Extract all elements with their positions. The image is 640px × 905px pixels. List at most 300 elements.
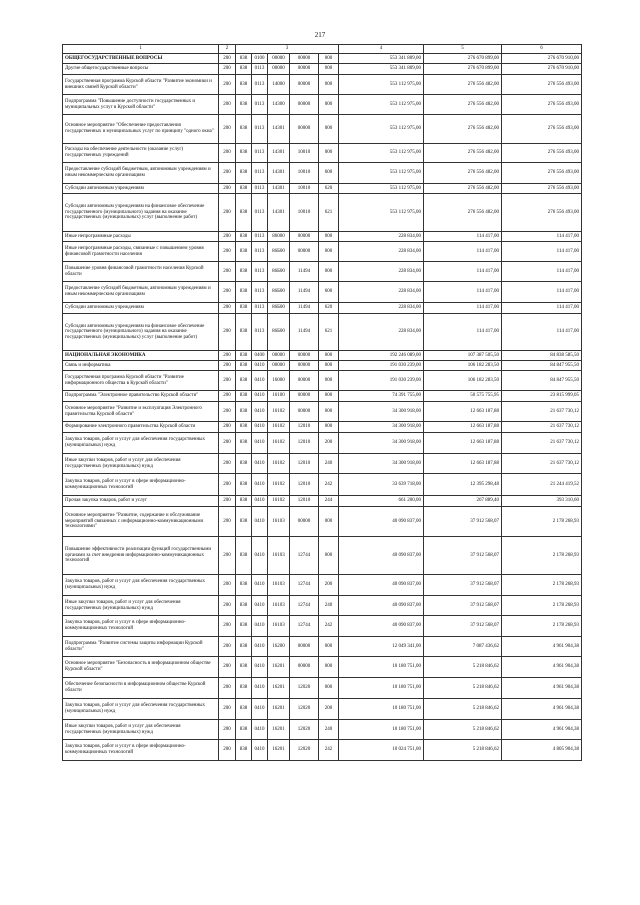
code-e: 00000 (290, 232, 319, 242)
table-row (63, 637, 582, 657)
header-col-5: 5 (424, 45, 502, 54)
table-row (63, 262, 582, 282)
value-3: 114 417,00 (502, 314, 582, 351)
row-name: Закупка товаров, работ и услуг в сфере информационно-коммуникационных технологий (63, 474, 219, 496)
row-name: Иные закупки товаров, работ и услуг для обеспечения государственных (муниципальных) нужд (63, 596, 219, 616)
value-3: 84 847 955,50 (502, 371, 582, 391)
value-3: 4 961 904,38 (502, 699, 582, 720)
code-d: 16201 (268, 657, 290, 678)
value-2: 114 417,00 (424, 262, 502, 282)
row-name: Основное мероприятие "Развитие и эксплуатация Электронного правительства Курской области" (63, 402, 219, 422)
value-1: 33 639 718,00 (339, 474, 424, 496)
code-f: 621 (319, 314, 339, 351)
row-name: Закупка товаров, работ и услуг для обеспечения государственных (муниципальных) нужд (63, 433, 219, 454)
value-1: 553 112 975,00 (339, 144, 424, 163)
code-c: 0113 (252, 115, 268, 144)
value-2: 114 417,00 (424, 242, 502, 262)
value-3: 84 838 585,50 (502, 351, 582, 361)
value-3: 276 556 493,00 (502, 144, 582, 163)
row-name: Государственная программа Курской области "Развитие информационного общества в Курской области" (63, 371, 219, 391)
code-b: 838 (236, 361, 252, 371)
code-e: 10010 (290, 184, 319, 194)
value-1: 40 090 837,00 (339, 596, 424, 616)
code-c: 0113 (252, 163, 268, 184)
code-d: 16103 (268, 596, 290, 616)
value-2: 12 663 187,88 (424, 454, 502, 474)
row-name: Закупка товаров, работ и услуг в сфере информационно-коммуникационных технологий (63, 616, 219, 637)
code-e: 00000 (290, 371, 319, 391)
code-c: 0410 (252, 740, 268, 761)
code-d: 14000 (268, 75, 290, 95)
code-d: 86000 (268, 232, 290, 242)
code-c: 0113 (252, 184, 268, 194)
code-a: 200 (219, 194, 236, 232)
value-3: 114 417,00 (502, 262, 582, 282)
value-2: 37 912 568,07 (424, 616, 502, 637)
code-c: 0100 (252, 54, 268, 64)
code-d: 16201 (268, 740, 290, 761)
code-e: 00000 (290, 75, 319, 95)
code-c: 0410 (252, 657, 268, 678)
code-a: 200 (219, 720, 236, 740)
value-1: 34 300 918,00 (339, 422, 424, 433)
header-col-1: 1 (63, 45, 219, 54)
value-3: 2 178 268,93 (502, 507, 582, 537)
code-c: 0410 (252, 391, 268, 402)
code-d: 14301 (268, 115, 290, 144)
row-name: Государственная программа Курской области "Развитие экономики и внешних связей Курской области" (63, 75, 219, 95)
table-body (63, 45, 582, 761)
row-name: Основное мероприятие "Обеспечение предоставления государственных и муниципальных услуг по принципу "одного окна" (63, 115, 219, 144)
code-c: 0113 (252, 95, 268, 115)
value-3: 393 310,60 (502, 496, 582, 507)
value-2: 106 182 283,50 (424, 371, 502, 391)
value-1: 40 090 837,00 (339, 537, 424, 575)
header-col-2: 2 (219, 45, 236, 54)
code-b: 838 (236, 64, 252, 75)
value-2: 276 556 482,00 (424, 95, 502, 115)
table-row (63, 596, 582, 616)
code-a: 200 (219, 361, 236, 371)
code-f: 000 (319, 95, 339, 115)
row-name: Основное мероприятие "Безопасность в информационном обществе Курской области" (63, 657, 219, 678)
row-name: Повышение эффективности реализации функций государственными органами за счет внедрения информационно-коммуникационных технологий (63, 537, 219, 575)
row-name: Субсидии автономным учреждениям (63, 184, 219, 194)
value-3: 4 961 904,38 (502, 637, 582, 657)
code-a: 200 (219, 75, 236, 95)
code-a: 200 (219, 371, 236, 391)
value-2: 37 912 568,07 (424, 507, 502, 537)
table-row (63, 351, 582, 361)
row-name: Подпрограмма "Повышение доступности государственных и муниципальных услуг в Курской области" (63, 95, 219, 115)
header-col-3: 3 (236, 45, 339, 54)
code-e: 10010 (290, 144, 319, 163)
code-d: 16102 (268, 402, 290, 422)
code-b: 838 (236, 115, 252, 144)
value-2: 12 663 187,88 (424, 422, 502, 433)
code-f: 240 (319, 720, 339, 740)
code-f: 000 (319, 115, 339, 144)
code-f: 240 (319, 596, 339, 616)
table-header-row (63, 45, 582, 54)
table-row (63, 474, 582, 496)
value-2: 276 670 899,00 (424, 64, 502, 75)
row-name: Обеспечение безопасности в информационном обществе Курской области (63, 678, 219, 699)
code-e: 00000 (290, 507, 319, 537)
code-a: 200 (219, 64, 236, 75)
code-a: 200 (219, 657, 236, 678)
table-row (63, 184, 582, 194)
code-a: 200 (219, 678, 236, 699)
code-f: 000 (319, 391, 339, 402)
code-f: 000 (319, 242, 339, 262)
code-c: 0410 (252, 422, 268, 433)
value-2: 276 670 899,00 (424, 54, 502, 64)
code-c: 0410 (252, 699, 268, 720)
table-row (63, 54, 582, 64)
code-b: 838 (236, 314, 252, 351)
code-e: 11494 (290, 282, 319, 303)
code-b: 838 (236, 496, 252, 507)
code-a: 200 (219, 232, 236, 242)
code-d: 00000 (268, 361, 290, 371)
code-b: 838 (236, 75, 252, 95)
code-c: 0410 (252, 371, 268, 391)
code-b: 838 (236, 54, 252, 64)
code-b: 838 (236, 351, 252, 361)
value-2: 50 575 755,95 (424, 391, 502, 402)
code-c: 0113 (252, 262, 268, 282)
value-1: 553 112 975,00 (339, 194, 424, 232)
code-b: 838 (236, 637, 252, 657)
value-1: 192 246 089,00 (339, 351, 424, 361)
budget-table (62, 44, 582, 761)
value-2: 5 218 846,62 (424, 699, 502, 720)
table-row (63, 507, 582, 537)
table-row (63, 537, 582, 575)
code-e: 10010 (290, 163, 319, 184)
code-f: 242 (319, 616, 339, 637)
table-row (63, 720, 582, 740)
row-name: Предоставление субсидий бюджетным, автономным учреждениям и иным некоммерческим организациям (63, 282, 219, 303)
row-name: Предоставление субсидий бюджетным, автономным учреждениям и иным некоммерческим организациям (63, 163, 219, 184)
table-row (63, 496, 582, 507)
value-1: 34 300 918,00 (339, 454, 424, 474)
code-d: 16000 (268, 371, 290, 391)
code-e: 00000 (290, 64, 319, 75)
value-1: 10 180 751,00 (339, 657, 424, 678)
row-name: Основное мероприятие "Развитие, содержание и обслуживание мероприятий связанных с информационно-коммуникационными технологиями" (63, 507, 219, 537)
value-3: 276 670 910,00 (502, 64, 582, 75)
header-col-4: 4 (339, 45, 424, 54)
value-1: 40 090 837,00 (339, 507, 424, 537)
code-d: 16201 (268, 699, 290, 720)
code-a: 200 (219, 433, 236, 454)
code-a: 200 (219, 391, 236, 402)
value-1: 12 049 341,00 (339, 637, 424, 657)
code-a: 200 (219, 303, 236, 314)
value-2: 276 556 482,00 (424, 184, 502, 194)
code-a: 200 (219, 454, 236, 474)
value-2: 37 912 568,07 (424, 575, 502, 596)
value-1: 191 030 239,00 (339, 371, 424, 391)
value-3: 114 417,00 (502, 232, 582, 242)
value-2: 12 663 187,88 (424, 402, 502, 422)
value-1: 228 834,00 (339, 262, 424, 282)
table-row (63, 232, 582, 242)
code-b: 838 (236, 163, 252, 184)
value-3: 2 178 268,93 (502, 596, 582, 616)
code-c: 0410 (252, 454, 268, 474)
code-f: 000 (319, 54, 339, 64)
code-f: 621 (319, 194, 339, 232)
code-f: 000 (319, 657, 339, 678)
code-f: 620 (319, 303, 339, 314)
code-f: 000 (319, 371, 339, 391)
code-e: 11494 (290, 303, 319, 314)
code-e: 00000 (290, 361, 319, 371)
value-3: 21 244 419,52 (502, 474, 582, 496)
code-e: 11494 (290, 314, 319, 351)
code-d: 14301 (268, 144, 290, 163)
value-3: 276 556 493,00 (502, 115, 582, 144)
value-1: 553 341 809,00 (339, 54, 424, 64)
code-c: 0400 (252, 351, 268, 361)
code-d: 00000 (268, 54, 290, 64)
value-1: 553 112 975,00 (339, 75, 424, 95)
code-a: 200 (219, 496, 236, 507)
value-1: 228 834,00 (339, 232, 424, 242)
code-e: 12744 (290, 537, 319, 575)
code-f: 240 (319, 454, 339, 474)
value-2: 276 556 482,00 (424, 194, 502, 232)
code-f: 000 (319, 507, 339, 537)
code-e: 00000 (290, 115, 319, 144)
code-c: 0113 (252, 75, 268, 95)
row-name: Прочая закупка товаров, работ и услуг (63, 496, 219, 507)
code-b: 838 (236, 144, 252, 163)
value-1: 34 300 918,00 (339, 433, 424, 454)
code-d: 16100 (268, 391, 290, 402)
value-3: 21 637 730,12 (502, 402, 582, 422)
row-name: Иные закупки товаров, работ и услуг для обеспечения государственных (муниципальных) нужд (63, 720, 219, 740)
code-b: 838 (236, 575, 252, 596)
value-1: 10 024 751,00 (339, 740, 424, 761)
value-3: 276 556 493,00 (502, 75, 582, 95)
code-b: 838 (236, 678, 252, 699)
table-row (63, 303, 582, 314)
code-d: 00000 (268, 351, 290, 361)
code-f: 000 (319, 262, 339, 282)
code-f: 000 (319, 144, 339, 163)
code-f: 000 (319, 361, 339, 371)
value-2: 12 663 187,88 (424, 433, 502, 454)
code-a: 200 (219, 699, 236, 720)
value-1: 661 200,00 (339, 496, 424, 507)
row-name: Закупка товаров, работ и услуг для обеспечения государственных (муниципальных) нужд (63, 699, 219, 720)
code-d: 86Б00 (268, 314, 290, 351)
code-f: 600 (319, 163, 339, 184)
value-1: 553 112 975,00 (339, 95, 424, 115)
code-c: 0410 (252, 596, 268, 616)
code-f: 000 (319, 422, 339, 433)
row-name: НАЦИОНАЛЬНАЯ ЭКОНОМИКА (63, 351, 219, 361)
code-d: 14300 (268, 95, 290, 115)
value-1: 10 180 751,00 (339, 699, 424, 720)
code-e: 12744 (290, 616, 319, 637)
code-f: 000 (319, 678, 339, 699)
value-3: 21 637 730,12 (502, 422, 582, 433)
code-a: 200 (219, 596, 236, 616)
value-1: 228 834,00 (339, 282, 424, 303)
table-row (63, 391, 582, 402)
code-f: 200 (319, 699, 339, 720)
value-1: 34 300 918,00 (339, 402, 424, 422)
row-name: Закупка товаров, работ и услуг для обеспечения государственных (муниципальных) нужд (63, 575, 219, 596)
code-d: 86Б00 (268, 282, 290, 303)
code-e: 00000 (290, 95, 319, 115)
row-name: Формирование электронного правительства Курской области (63, 422, 219, 433)
code-b: 838 (236, 303, 252, 314)
row-name: ОБЩЕГОСУДАРСТВЕННЫЕ ВОПРОСЫ (63, 54, 219, 64)
code-d: 16201 (268, 678, 290, 699)
code-b: 838 (236, 657, 252, 678)
table-row (63, 242, 582, 262)
value-1: 553 112 975,00 (339, 163, 424, 184)
code-f: 244 (319, 496, 339, 507)
value-3: 276 556 493,00 (502, 194, 582, 232)
table-row (63, 657, 582, 678)
code-a: 200 (219, 507, 236, 537)
code-b: 838 (236, 262, 252, 282)
code-c: 0410 (252, 637, 268, 657)
code-f: 242 (319, 474, 339, 496)
code-b: 838 (236, 282, 252, 303)
value-1: 553 112 975,00 (339, 115, 424, 144)
code-c: 0113 (252, 194, 268, 232)
code-e: 12020 (290, 678, 319, 699)
row-name: Иные закупки товаров, работ и услуг для обеспечения государственных (муниципальных) нужд (63, 454, 219, 474)
code-a: 200 (219, 314, 236, 351)
code-b: 838 (236, 242, 252, 262)
code-f: 000 (319, 402, 339, 422)
value-3: 4 805 904,38 (502, 740, 582, 761)
code-d: 16201 (268, 720, 290, 740)
code-d: 16103 (268, 507, 290, 537)
code-c: 0410 (252, 402, 268, 422)
row-name: Повышение уровня финансовой грамотности населения Курской области (63, 262, 219, 282)
value-2: 276 556 482,00 (424, 144, 502, 163)
code-a: 200 (219, 616, 236, 637)
value-2: 114 417,00 (424, 314, 502, 351)
page-number: 217 (314, 31, 326, 39)
code-d: 14301 (268, 163, 290, 184)
code-b: 838 (236, 699, 252, 720)
code-a: 200 (219, 474, 236, 496)
code-d: 86Б00 (268, 262, 290, 282)
value-1: 553 112 975,00 (339, 184, 424, 194)
code-f: 000 (319, 232, 339, 242)
row-name: Субсидии автономным учреждениям (63, 303, 219, 314)
value-2: 5 218 846,62 (424, 740, 502, 761)
code-b: 838 (236, 422, 252, 433)
table-row (63, 575, 582, 596)
code-b: 838 (236, 616, 252, 637)
code-d: 16103 (268, 575, 290, 596)
code-e: 00000 (290, 391, 319, 402)
table-row (63, 699, 582, 720)
code-a: 200 (219, 144, 236, 163)
code-c: 0410 (252, 496, 268, 507)
value-1: 228 834,00 (339, 314, 424, 351)
code-d: 14301 (268, 184, 290, 194)
code-c: 0410 (252, 433, 268, 454)
code-d: 16102 (268, 496, 290, 507)
code-e: 12020 (290, 720, 319, 740)
row-name: Субсидии автономным учреждениям на финансовое обеспечение государственного (муниципального) задания на оказание государственных (муниципальных) услуг (выполнение работ) (63, 314, 219, 351)
value-3: 23 815 999,05 (502, 391, 582, 402)
table-row (63, 163, 582, 184)
code-e: 00000 (290, 637, 319, 657)
row-name: Подпрограмма "Электронное правительство Курской области" (63, 391, 219, 402)
value-3: 2 178 268,93 (502, 537, 582, 575)
code-a: 200 (219, 637, 236, 657)
table-row (63, 75, 582, 95)
code-e: 11494 (290, 262, 319, 282)
value-2: 5 218 846,62 (424, 657, 502, 678)
code-b: 838 (236, 194, 252, 232)
table-row (63, 371, 582, 391)
code-b: 838 (236, 433, 252, 454)
value-1: 40 090 837,00 (339, 616, 424, 637)
value-3: 21 637 730,12 (502, 433, 582, 454)
code-f: 000 (319, 75, 339, 95)
value-3: 84 847 955,50 (502, 361, 582, 371)
code-d: 16102 (268, 422, 290, 433)
code-e: 00000 (290, 402, 319, 422)
value-1: 228 834,00 (339, 242, 424, 262)
table-row (63, 678, 582, 699)
code-a: 200 (219, 575, 236, 596)
code-c: 0113 (252, 232, 268, 242)
code-a: 200 (219, 740, 236, 761)
table-row (63, 64, 582, 75)
table-row (63, 115, 582, 144)
value-3: 21 637 730,12 (502, 454, 582, 474)
code-c: 0113 (252, 64, 268, 75)
code-e: 12010 (290, 422, 319, 433)
code-a: 200 (219, 262, 236, 282)
code-a: 200 (219, 351, 236, 361)
code-a: 200 (219, 537, 236, 575)
table-row (63, 454, 582, 474)
table-row (63, 422, 582, 433)
value-3: 2 178 268,93 (502, 616, 582, 637)
value-1: 553 341 809,00 (339, 64, 424, 75)
value-2: 12 395 298,48 (424, 474, 502, 496)
code-c: 0113 (252, 303, 268, 314)
code-f: 000 (319, 351, 339, 361)
code-c: 0113 (252, 282, 268, 303)
code-c: 0410 (252, 720, 268, 740)
code-c: 0410 (252, 616, 268, 637)
code-e: 12020 (290, 740, 319, 761)
value-3: 4 961 904,38 (502, 678, 582, 699)
code-b: 838 (236, 740, 252, 761)
header-col-6: 6 (502, 45, 582, 54)
code-f: 200 (319, 433, 339, 454)
value-2: 267 889,40 (424, 496, 502, 507)
